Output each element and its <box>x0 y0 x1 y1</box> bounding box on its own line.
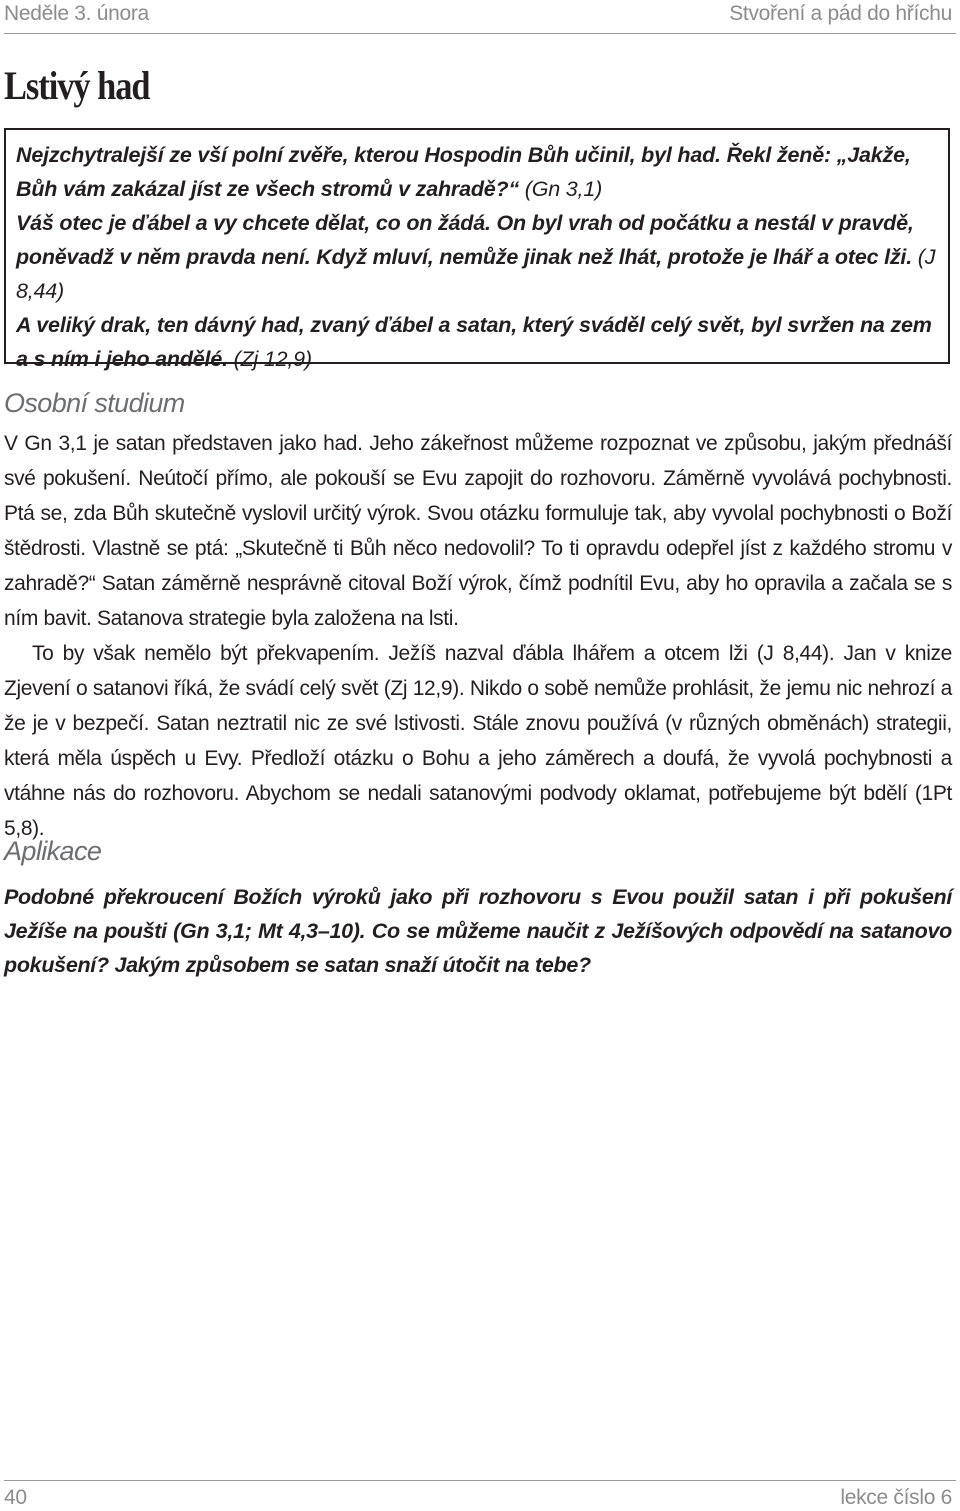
study-body <box>4 426 952 846</box>
quote-1-text: Nejzchytralejší ze vší polní zvěře, kterou Hospodin Bůh učinil, byl had. Řekl ženě: „Jakže, Bůh vám zakázal jíst ze všech stromů v zahradě?“ <box>16 143 911 201</box>
quote-2-text: Váš otec je ďábel a vy chcete dělat, co on žádá. On byl vrah od počátku a nestál v pravdě, poněvadž v něm pravda není. Když mluví, nemůže jinak než lhát, protože je lhář a otec lži. <box>16 211 914 269</box>
quote-box <box>4 128 950 371</box>
quote-1 <box>16 138 938 206</box>
page-title: Lstivý had <box>4 63 150 108</box>
footer-rule <box>4 1480 956 1481</box>
header-date: Neděle 3. února <box>4 2 149 25</box>
quote-1-reference: (Gn 3,1) <box>519 177 603 201</box>
lesson-number: lekce číslo 6 <box>840 1486 952 1509</box>
header-topic: Stvoření a pád do hříchu <box>729 2 952 25</box>
quote-2-reference: (J 8,44) <box>16 245 936 303</box>
study-heading: Osobní studium <box>4 388 185 418</box>
quote-2 <box>16 206 938 308</box>
study-paragraph-2: To by však nemělo být překvapením. Ježíš nazval ďábla lhářem a otcem lži (J 8,44). Jan v knize Zjevení o satanovi říká, že svádí celý svět (Zj 12,9). Nikdo o sobě nemůže prohlásit, že jemu nic nehrozí a že je v bezpečí. Satan neztratil nic ze své lstivosti. Stále znovu používá (v různých obměnách) strategii, která měla úspěch u Evy. Předloží otázku o Bohu a jeho záměrech a doufá, že vyvolá pochybnosti a vtáhne nás do rozhovoru. Abychom se nedali satanovými podvody oklamat, potřebujeme být bdělí (1Pt 5,8). <box>4 642 952 840</box>
study-paragraph-1: V Gn 3,1 je satan představen jako had. Jeho zákeřnost můžeme rozpoznat ve způsobu, jakým přednáší své pokušení. Neútočí přímo, ale pokouší se Evu zapojit do rozhovoru. Záměrně vyvolává pochybnosti. Ptá se, zda Bůh skutečně vyslovil určitý výrok. Svou otázku formuluje tak, aby vyvolal pochybnosti o Boží štědrosti. Vlastně se ptá: „Skutečně ti Bůh něco nedovolil? To ti opravdu odepřel jíst z každého stromu v zahradě?“ Satan záměrně nesprávně citoval Boží výrok, čímž podnítil Evu, aby ho opravila a začala se s ním bavit. Satanova strategie byla založena na lsti. <box>4 432 952 630</box>
application-text: Podobné překroucení Božích výroků jako při rozhovoru s Evou použil satan i při pokušení Ježíše na poušti (Gn 3,1; Mt 4,3–10). Co se můžeme naučit z Ježíšových odpovědí na satanovo pokušení? Jakým způsobem se satan snaží útočit na tebe? <box>4 885 952 977</box>
header-rule <box>4 33 956 34</box>
quote-3-text: A veliký drak, ten dávný had, zvaný ďábel a satan, který sváděl celý svět, byl svržen na zem a s ním i jeho andělé. <box>16 313 932 371</box>
quote-3 <box>16 308 938 376</box>
page-number: 40 <box>4 1486 27 1509</box>
application-heading: Aplikace <box>4 836 102 866</box>
quote-3-reference: (Zj 12,9) <box>227 347 312 371</box>
